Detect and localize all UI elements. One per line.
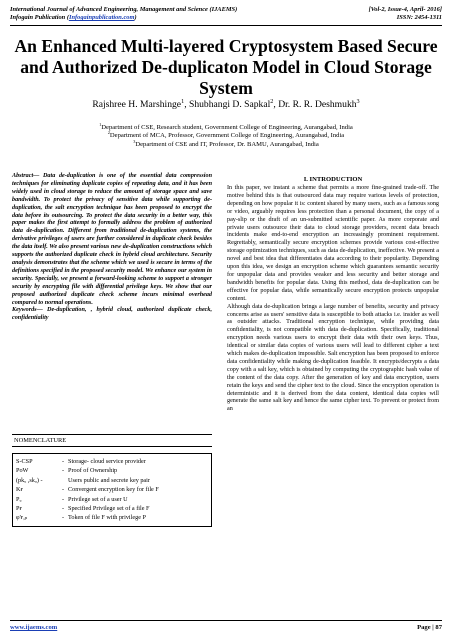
journal-name: International Journal of Advanced Engineering, Management and Science (IJAEMS) <box>10 6 238 13</box>
intro-paragraph-1: In this paper, we instant a scheme that permits a more fine-grained trade-off. The motive behind this is that outsourced data may require various levels of protection, depending on how popular it is: content shared by many users, such as a famous song or video, arguably requires less protection than a personal document, the copy of a pay-slip or the draft of an un-submitted scientific paper. As more corporate and private users outsource their data to cloud storage providers, recent data breach incidents make end-to-end encryption an increasingly prominent requirement. Regrettably, semantically secure encryption schemes provide various cost-effective storage optimization techniques, such as data de-duplication, ineffective. We present a novel and best idea that differentiates data according to their popularity. Depending upon this idea, we design an encryption scheme which guarantees semantic security for unpopular data and provides weaker and less security and better storage and bandwidth benefits for popular data. Using this method, data de-duplication can be effective for popular data, while semantically secure encryption protects unpopular content. <box>227 185 439 302</box>
affiliation-3: $^3$Department of CSE and IT, Professor, Dr. BAMU, Aurangabad, India <box>133 138 319 148</box>
section-heading-introduction: I. INTRODUCTION <box>303 176 363 183</box>
affiliation-1: $^1$Department of CSE, Research student, Government College of Engineering, Aurangabad, India <box>99 121 353 131</box>
issn: ISSN: 2454-1311 <box>396 14 442 21</box>
affiliations <box>8 121 444 149</box>
nomenclature-row: PoW - Proof of Ownership <box>16 467 118 475</box>
volume-info: [Vol-2, Issue-4, April- 2016] <box>368 6 442 13</box>
publisher-link[interactable]: Infogainpublication.com <box>68 14 135 21</box>
nomenclature-row: φ'ғ,ₚ - Token of file F with privilege P <box>16 514 146 522</box>
nomenclature-heading: NOMENCLATURE <box>12 434 212 447</box>
right-column <box>227 176 439 414</box>
page-footer <box>10 624 442 632</box>
footer-divider <box>10 620 442 621</box>
abstract-text: Data de-duplication is one of the essential data compression techniques for eliminating duplicate copies of repeating data, and it has been widely used in cloud storage to reduce the amount of storage space and save bandwidth. To protect the privacy of sensitive data while supporting de-duplication, the salt encryption technique has been proposed to encrypt the data before its outsourcing. To protect the data security in a better way, this paper makes the first attempt to formally address the problem of authorized data de-duplication. Different from traditional de-duplication systems, the derivative privileges of users are further considered in duplicate check besides the data itself. We also present various new de-duplication constructions which supports the authorized duplicate check in hybrid cloud architecture. Security analysis demonstrates that the scheme which we used is secure in terms of the definitions specified in the proposed security model. We enhance our system in security. Specially, we present a forward-looking scheme to support a stronger security by encrypting file with differential privilege keys. We show that our proposed authorized duplicate check scheme incurs minimal overhead compared to normal operations. <box>12 173 212 306</box>
header-divider <box>10 25 442 26</box>
nomenclature-row: Pғ - Specified Privilege set of a file F <box>16 505 150 513</box>
nomenclature-row: S-CSP - Storage- cloud service provider <box>16 458 146 465</box>
nomenclature-table <box>12 453 212 527</box>
affiliation-2: $^2$Department of MCA, Professor, Government College of Engineering, Aurangabad, India <box>107 130 345 140</box>
nomenclature-row: Kғ - Convergent encryption key for file F <box>16 486 159 494</box>
nomenclature-row: (pkᵤ ,skᵤ) - Users public and secrete key pair <box>16 476 150 484</box>
nomenclature-row: Pᵤ - Privilege set of a user U <box>16 495 128 503</box>
intro-paragraph-2: Although data de-duplication brings a large number of benefits, security and privacy concerns arise as users' sensitive data is susceptible to both attacks i.e. insider as well as outsider attacks. Traditional encryption technique, while providing data confidentiality, is not compatible with data de-duplication. Specifically, traditional encryption needs various users to encrypt their data with their own keys. Thus, identical or similar data copies of various users will lead to different cipher a text which makes de-duplication impossible. Salt encryption has been proposed to enforce data confidentiality while making de-duplication feasible. It encrypts/decrypts a data copy with a salt key, which is obtained by computing the cryptographic hash value of the content of the data copy. After the generation of key and data encryption, users retain the keys and send the cipher text to the cloud. Since the encryption operation is deterministic and it is derived from the data content, identical data copies will generate the same salt key and hence the same cipher text. To prevent or protect from an <box>227 303 439 413</box>
abstract-label: Abstract— <box>12 173 40 179</box>
page-number: Page | 87 <box>417 624 442 631</box>
paper-title: An Enhanced Multi-layered Cryptosystem Based Secure and Authorized De-duplicaton Model in Cloud Storage System <box>14 36 438 98</box>
publisher-line: Infogain Publication (Infogainpublication.com) <box>10 14 137 21</box>
running-header <box>10 6 442 22</box>
author-list: Rajshree H. Marshinge$^1$, Shubhangi D. Sapkal$^2$, Dr. R. R. Deshmukh$^3$ <box>92 97 360 110</box>
nomenclature-section <box>12 434 212 527</box>
keywords: Keywords— De-duplication, , hybrid cloud, authorized duplicate check, confidentiality <box>12 307 212 322</box>
abstract <box>12 173 212 307</box>
footer-site-link[interactable]: www.ijaems.com <box>10 624 58 631</box>
left-column <box>12 173 212 323</box>
